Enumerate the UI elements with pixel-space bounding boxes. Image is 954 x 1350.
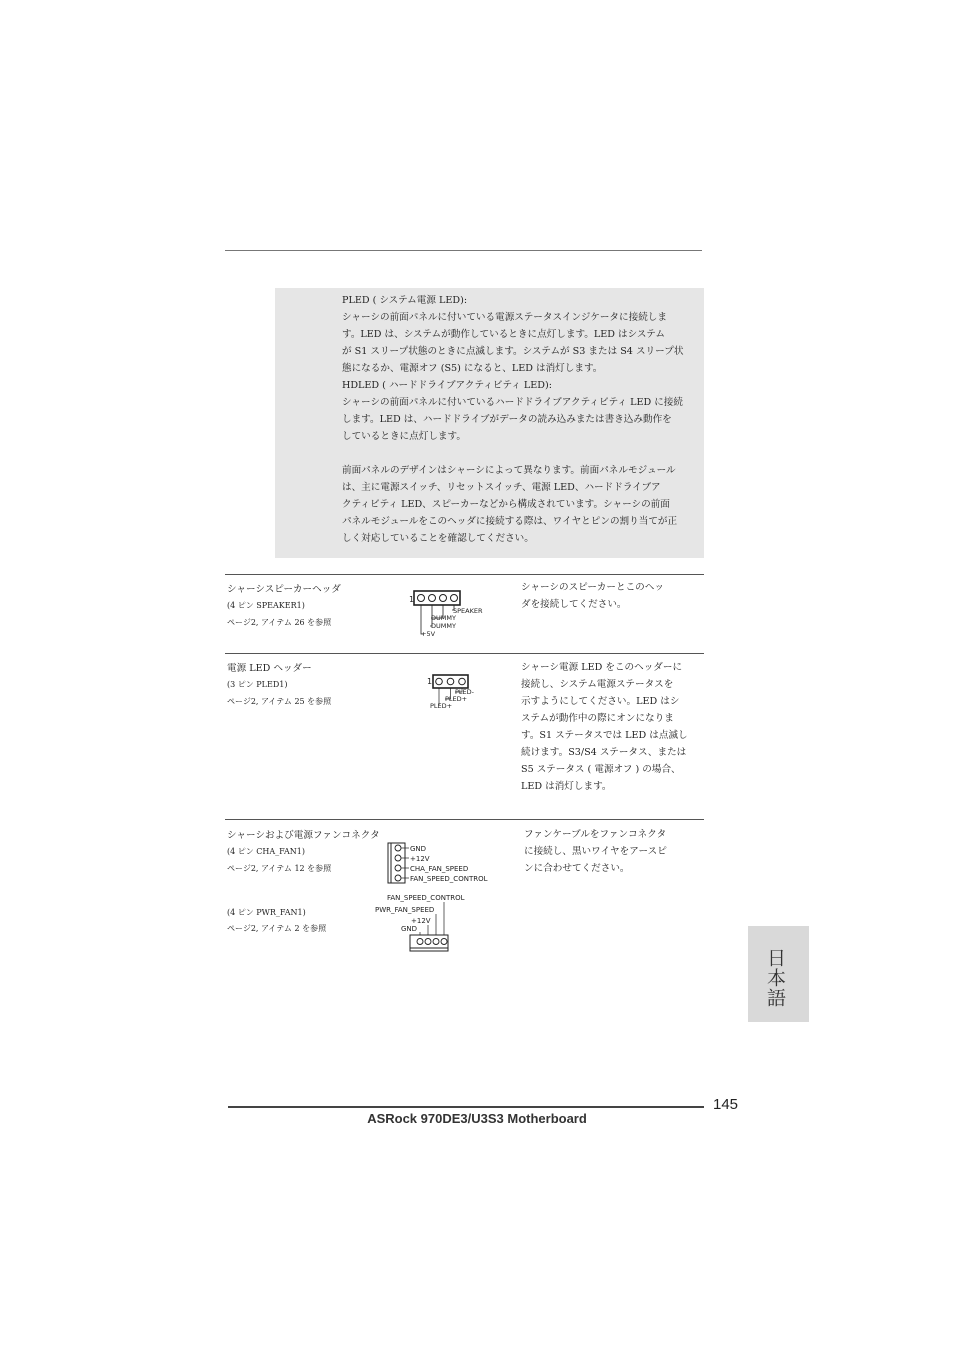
pin-label: +12V: [411, 917, 431, 925]
info-line: HDLED ( ハードドライブアクティビティ LED):: [342, 380, 552, 391]
section-rule: [225, 819, 704, 820]
power-led-header-diagram: [424, 672, 488, 712]
cha-fan-ref: ページ2, アイテム 12 を参照: [227, 864, 332, 873]
power-led-ref: ページ2, アイテム 25 を参照: [227, 697, 332, 706]
power-led-desc-line: ステムが動作中の際にオンになりま: [521, 713, 674, 724]
pin-label: FAN_SPEED_CONTROL: [410, 875, 488, 883]
power-led-desc-line: シャーシ電源 LED をこのヘッダーに: [521, 662, 683, 673]
cha-fan-pins: (4 ピン CHA_FAN1): [227, 847, 306, 856]
fan-title: シャーシおよび電源ファンコネクタ: [227, 830, 380, 841]
info-line: パネルモジュールをこのヘッダに接続する際は、ワイヤとピンの割り当てが正: [342, 516, 678, 527]
speaker-ref: ページ2, アイテム 26 を参照: [227, 618, 332, 627]
pin-one-label: 1: [409, 595, 415, 604]
pin-label: PLED+: [430, 702, 453, 710]
info-line: は、主に電源スイッチ、リセットスイッチ、電源 LED、ハードドライブア: [342, 482, 661, 493]
pin-label: SPEAKER: [453, 607, 483, 615]
pin-label: GND: [410, 845, 427, 853]
power-led-desc-line: S5 ステータス ( 電源オフ ) の場合、: [521, 764, 681, 775]
header-rule: [225, 250, 702, 251]
pin-label: PLED-: [455, 688, 474, 696]
speaker-desc-line: シャーシのスピーカーとこのヘッ: [521, 582, 664, 593]
language-tab: [748, 926, 809, 1022]
pwr-fan-pins: (4 ピン PWR_FAN1): [227, 908, 306, 917]
info-line: す。LED は、システムが動作しているときに点灯します。LED はシステム: [342, 329, 665, 340]
info-line: します。LED は、ハードドライブがデータの読み込みまたは書き込み動作を: [342, 414, 672, 425]
pin-label: FAN_SPEED_CONTROL: [387, 894, 465, 902]
info-line: 態になるか、電源オフ (S5) になると、LED は消灯します。: [342, 363, 603, 374]
pin-label: DUMMY: [431, 614, 456, 622]
language-tab-label: 日本語: [764, 948, 786, 1008]
section-rule: [225, 574, 704, 575]
pin-label: CHA_FAN_SPEED: [410, 865, 469, 873]
info-line: しているときに点灯します。: [342, 431, 466, 442]
pin-label: GND: [401, 925, 418, 933]
power-led-desc-line: す。S1 ステータスでは LED は点滅し: [521, 730, 688, 741]
info-line: シャーシの前面パネルに付いているハードドライブアクティビティ LED に接続: [342, 397, 683, 408]
pwr-fan-header-diagram: [370, 890, 480, 956]
section-rule: [225, 653, 704, 654]
page-number: 145: [713, 1096, 739, 1113]
pin-one-label: 1: [427, 677, 433, 686]
pin-label: +5V: [421, 630, 436, 638]
pin-label: DUMMY: [431, 622, 456, 630]
pin-label: +12V: [410, 855, 430, 863]
power-led-pins: (3 ピン PLED1): [227, 680, 288, 689]
info-line: PLED ( システム電源 LED):: [342, 295, 468, 306]
power-led-desc-line: 続けます。S3/S4 ステータス、または: [521, 747, 687, 758]
speaker-pins: (4 ピン SPEAKER1): [227, 601, 305, 610]
footer-rule: [228, 1106, 704, 1108]
power-led-desc-line: 示すようにしてください。LED はシ: [521, 696, 680, 707]
info-line: クティビティ LED、スピーカーなどから構成されています。シャーシの前面: [342, 499, 670, 510]
power-led-desc-line: 接続し、システム電源ステータスを: [521, 679, 674, 690]
info-line: 前面パネルのデザインはシャーシによって異なります。前面パネルモジュール: [342, 465, 676, 476]
fan-desc-line: に接続し、黒いワイヤをアースピ: [524, 846, 667, 857]
speaker-title: シャーシスピーカーヘッダ: [227, 584, 341, 595]
pin-label: PLED+: [445, 695, 468, 703]
fan-desc-line: ファンケーブルをファンコネクタ: [524, 829, 667, 840]
info-line: しく対応していることを確認してください。: [342, 533, 534, 544]
pwr-fan-ref: ページ2, アイテム 2 を参照: [227, 924, 327, 933]
info-line: が S1 スリープ状態のときに点滅します。システムが S3 または S4 スリープ状: [342, 346, 684, 357]
pin-label: PWR_FAN_SPEED: [375, 906, 435, 914]
footer-brand: ASRock 970DE3/U3S3 Motherboard: [367, 1111, 587, 1126]
power-led-title: 電源 LED ヘッダー: [227, 663, 312, 674]
cha-fan-header-diagram: [386, 841, 498, 887]
speaker-header-diagram: [404, 586, 494, 642]
fan-desc-line: ンに合わせてください。: [524, 863, 630, 874]
info-line: シャーシの前面パネルに付いている電源ステータスインジケータに接続しま: [342, 312, 667, 323]
speaker-desc-line: ダを接続してください。: [521, 599, 627, 610]
power-led-desc-line: LED は消灯します。: [521, 781, 612, 792]
